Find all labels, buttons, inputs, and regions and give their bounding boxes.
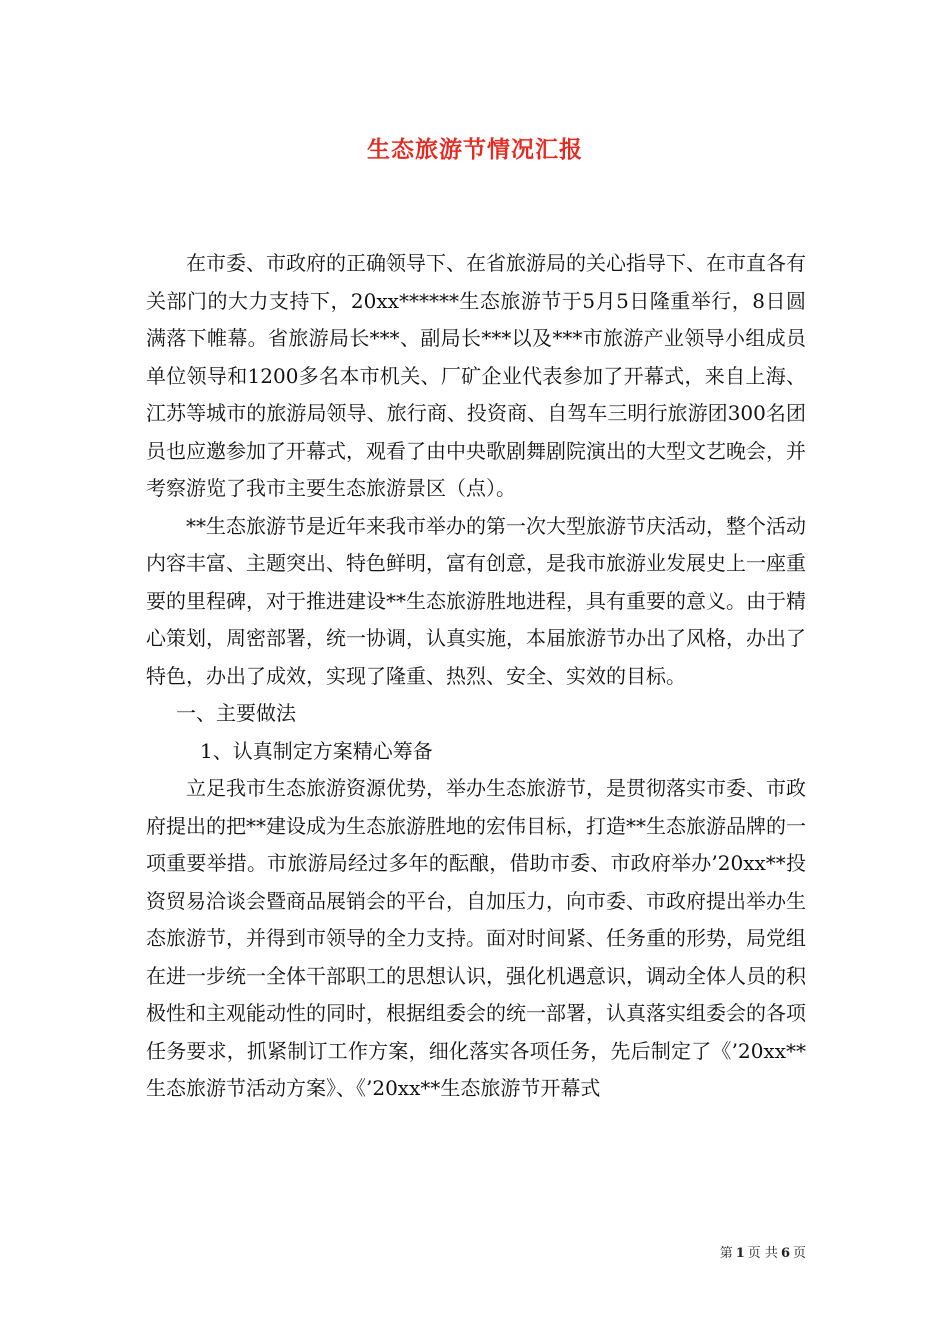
footer-total-pages: 6 (780, 1246, 790, 1261)
footer-middle: 页 共 (747, 1246, 778, 1261)
footer-current-page: 1 (735, 1246, 745, 1261)
subsection-heading: 1、认真制定方案精心筹备 (200, 738, 433, 763)
paragraph-preparation: 立足我市生态旅游资源优势，举办生态旅游节，是贯彻落实市委、市政府提出的把**建设成为生态旅游胜地的宏伟目标，打造**生态旅游品牌的一项重要举措。市旅游局经过多年的酝酿，借助市委、市政府举办’20xx**投资贸易洽谈会暨商品展销会的平台，自加压力，向市委、市政府提出举办生态旅游节，并得到市领导的全力支持。面对时间紧、任务重的形势，局党组在进一步统一全体干部职工的思想认识，强化机遇意识，调动全体人员的积极性和主观能动性的同时，根据组委会的统一部署，认真落实组委会的各项任务要求，抓紧制订工作方案，细化落实各项任务，先后制定了《’20xx**生态旅游节活动方案》、《’20xx**生态旅游节开幕式 (146, 776, 806, 1100)
page-title: 生态旅游节情况汇报 (367, 136, 583, 163)
footer-prefix: 第 (719, 1246, 733, 1261)
footer-suffix: 页 (792, 1246, 806, 1261)
paragraph-intro: 在市委、市政府的正确领导下、在省旅游局的关心指导下、在市直各有关部门的大力支持下，20xx******生态旅游节于5月5日隆重举行，8日圆满落下帷幕。省旅游局长***、副局长***以及***市旅游产业领导小组成员单位领导和1200多名本市机关、厂矿企业代表参加了开幕式，来自上海、江苏等城市的旅游局领导、旅行商、投资商、自驾车三明行旅游团300名团员也应邀参加了开幕式，观看了由中央歌剧舞剧院演出的大型文艺晚会，并考察游览了我市主要生态旅游景区（点）。 (146, 251, 806, 500)
page-footer (700, 1245, 806, 1263)
paragraph-summary: **生态旅游节是近年来我市举办的第一次大型旅游节庆活动，整个活动内容丰富、主题突出、特色鲜明，富有创意，是我市旅游业发展史上一座重要的里程碑，对于推进建设**生态旅游胜地进程，具有重要的意义。由于精心策划，周密部署，统一协调，认真实施，本届旅游节办出了风格，办出了特色，办出了成效，实现了隆重、热烈、安全、实效的目标。 (146, 513, 806, 688)
document-body (146, 245, 806, 1108)
section-heading: 一、主要做法 (176, 701, 296, 725)
